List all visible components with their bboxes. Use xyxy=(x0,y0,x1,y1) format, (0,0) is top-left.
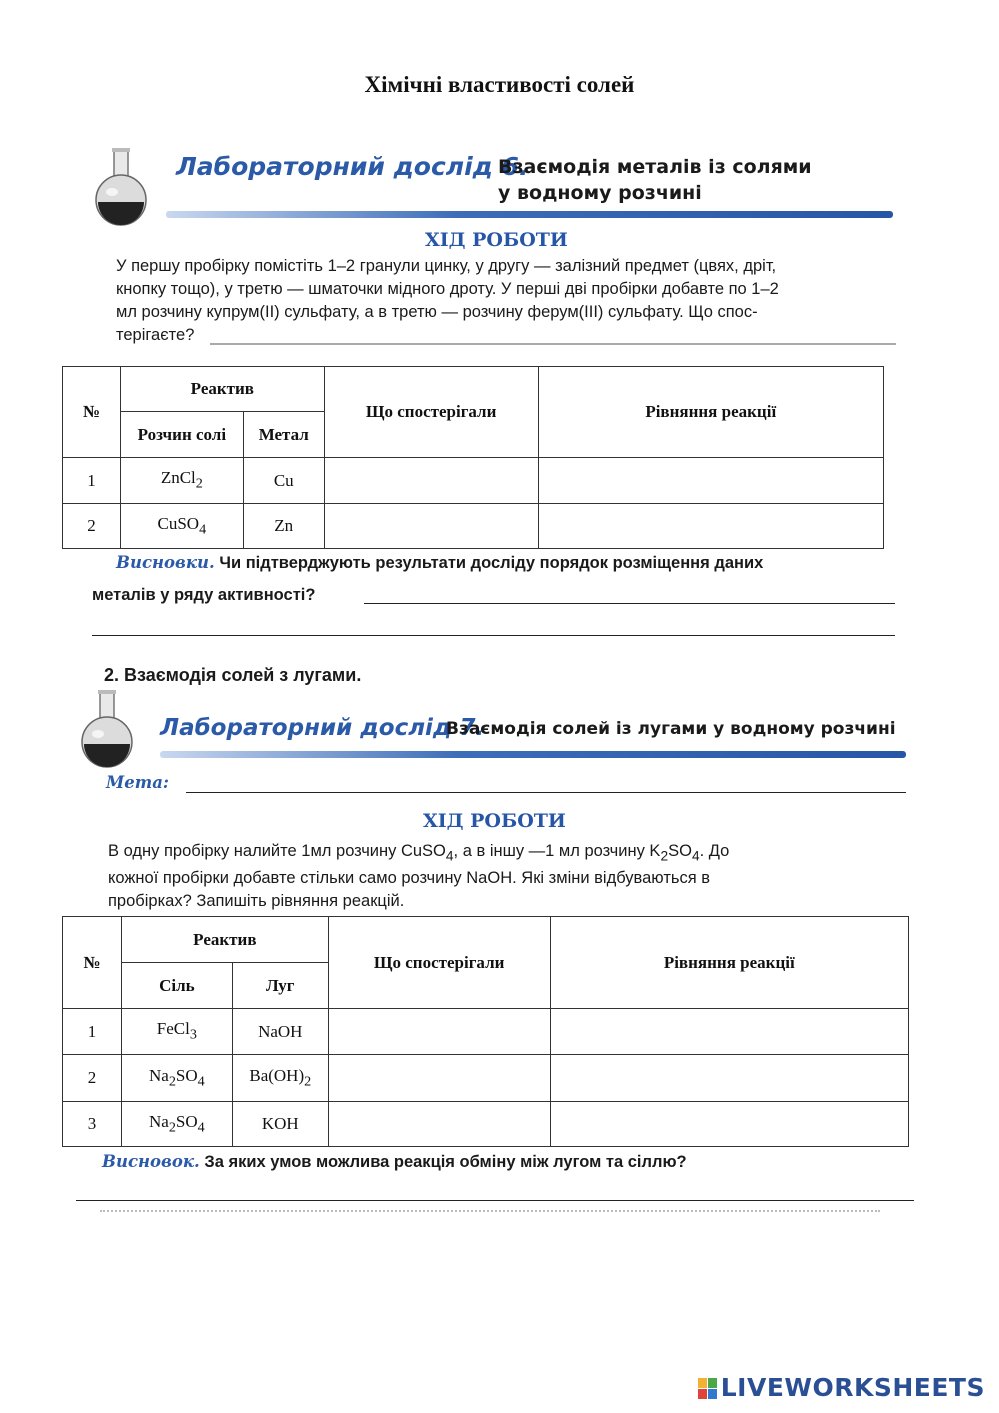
metal-formula: Cu xyxy=(243,458,324,504)
header-num: № xyxy=(63,917,122,1009)
lab6-conclusion-text2: металів у ряду активності? xyxy=(92,586,316,604)
salt-formula: FeCl$_3$ xyxy=(121,1009,232,1055)
observed-input[interactable] xyxy=(328,1009,550,1055)
logo-icon xyxy=(698,1378,718,1400)
lab6-conclusion xyxy=(116,553,896,573)
lab7-divider xyxy=(160,751,906,758)
header-reagent: Реактив xyxy=(121,917,328,963)
equation-input[interactable] xyxy=(550,1102,908,1147)
lab7-goal-label: Мета: xyxy=(106,773,170,792)
lab7-table xyxy=(62,916,909,1147)
header-observed: Що спостерігали xyxy=(324,367,538,458)
observed-input[interactable] xyxy=(324,458,538,504)
salt-formula: ZnCl$_2$ xyxy=(120,458,243,504)
section2-heading: 2. Взаємодія солей з лугами. xyxy=(104,665,362,685)
alkali-formula: $Ba(OH)_2$ xyxy=(232,1055,328,1102)
table-row xyxy=(63,504,884,549)
row-num: 2 xyxy=(63,1055,122,1102)
metal-formula: Zn xyxy=(243,504,324,549)
lab6-subtitle-line2: у водному розчині xyxy=(498,182,702,204)
row-num: 3 xyxy=(63,1102,122,1147)
liveworksheets-logo xyxy=(698,1373,985,1402)
table-row xyxy=(63,458,884,504)
salt-formula: CuSO$_4$ xyxy=(120,504,243,549)
header-alkali: Луг xyxy=(232,963,328,1009)
row-num: 1 xyxy=(63,1009,122,1055)
header-salt-solution: Розчин солі xyxy=(120,412,243,458)
lab7-answer-line[interactable] xyxy=(76,1200,914,1201)
observed-input[interactable] xyxy=(328,1102,550,1147)
header-salt: Сіль xyxy=(121,963,232,1009)
header-num: № xyxy=(63,367,121,458)
lab6-procedure-line-1: У першу пробірку помістіть 1–2 гранули цинку, у другу — залізний предмет (цвях, дріт, xyxy=(116,257,777,275)
lab6-answer-line-1[interactable] xyxy=(364,603,895,604)
lab6-procedure-line-4: терігаєте? xyxy=(116,326,195,344)
lab7-goal-input[interactable] xyxy=(186,792,906,793)
scan-line xyxy=(100,1210,880,1212)
row-num: 2 xyxy=(63,504,121,549)
salt-formula: $Na_2SO_4$ xyxy=(121,1102,232,1147)
lab6-answer-line-2[interactable] xyxy=(92,635,895,636)
lab6-procedure-title: ХІД РОБОТИ xyxy=(425,229,568,251)
lab7-procedure xyxy=(108,840,908,913)
lab7-procedure-title: ХІД РОБОТИ xyxy=(423,810,566,832)
lab6-subtitle-line1: Взаємодія металів із солями xyxy=(498,156,812,178)
lab6-procedure xyxy=(116,255,906,347)
flask-icon xyxy=(92,148,150,228)
lab7-conclusion-label: Висновок. xyxy=(102,1152,200,1171)
lab7-conclusion-text: За яких умов можлива реакція обміну між лугом та сіллю? xyxy=(204,1153,687,1171)
lab6-heading: Лабораторний дослід 6. xyxy=(176,152,529,181)
header-equation: Рівняння реакції xyxy=(550,917,908,1009)
lab7-conclusion xyxy=(102,1152,902,1172)
row-num: 1 xyxy=(63,458,121,504)
salt-formula: $Na_2SO_4$ xyxy=(121,1055,232,1102)
equation-input[interactable] xyxy=(550,1055,908,1102)
table-row xyxy=(63,1055,909,1102)
table-row xyxy=(63,1009,909,1055)
page-title: Хімічні властивості солей xyxy=(364,72,635,97)
lab7-subtitle: Взаємодія солей із лугами у водному розчині xyxy=(446,719,896,739)
logo-text: LIVEWORKSHEETS xyxy=(720,1373,985,1402)
lab6-table xyxy=(62,366,884,549)
lab7-procedure-line-1: В одну пробірку налийте 1мл розчину CuSO$_4$, а в іншу —1 мл розчину $K_2SO_4$. До xyxy=(108,842,730,864)
lab6-conclusion-label: Висновки. xyxy=(116,553,215,572)
lab6-conclusion-text: Чи підтверджують результати досліду порядок розміщення даних xyxy=(219,554,764,572)
scan-line xyxy=(210,343,896,345)
equation-input[interactable] xyxy=(550,1009,908,1055)
lab6-divider xyxy=(166,211,893,218)
header-reagent: Реактив xyxy=(120,367,324,412)
observed-input[interactable] xyxy=(324,504,538,549)
flask-icon xyxy=(78,690,136,770)
table-row xyxy=(63,1102,909,1147)
equation-input[interactable] xyxy=(538,504,884,549)
lab7-heading: Лабораторний дослід 7. xyxy=(160,715,485,741)
header-observed: Що спостерігали xyxy=(328,917,550,1009)
alkali-formula: NaOH xyxy=(232,1009,328,1055)
equation-input[interactable] xyxy=(538,458,884,504)
header-metal: Метал xyxy=(243,412,324,458)
lab7-procedure-line-3: пробірках? Запишіть рівняння реакцій. xyxy=(108,892,405,911)
header-equation: Рівняння реакції xyxy=(538,367,884,458)
alkali-formula: KOH xyxy=(232,1102,328,1147)
lab6-procedure-line-2: кнопку тощо), у третю — шматочки мідного дроту. У перші дві пробірки добавте по 1–2 xyxy=(116,280,779,298)
lab6-procedure-line-3: мл розчину купрум(ІІ) сульфату, а в третю — розчину ферум(ІІІ) сульфату. Що спос- xyxy=(116,303,758,321)
lab7-goal xyxy=(106,773,169,793)
lab7-procedure-line-2: кожної пробірки добавте стільки само розчину NaOH. Які зміни відбуваються в xyxy=(108,869,711,888)
observed-input[interactable] xyxy=(328,1055,550,1102)
